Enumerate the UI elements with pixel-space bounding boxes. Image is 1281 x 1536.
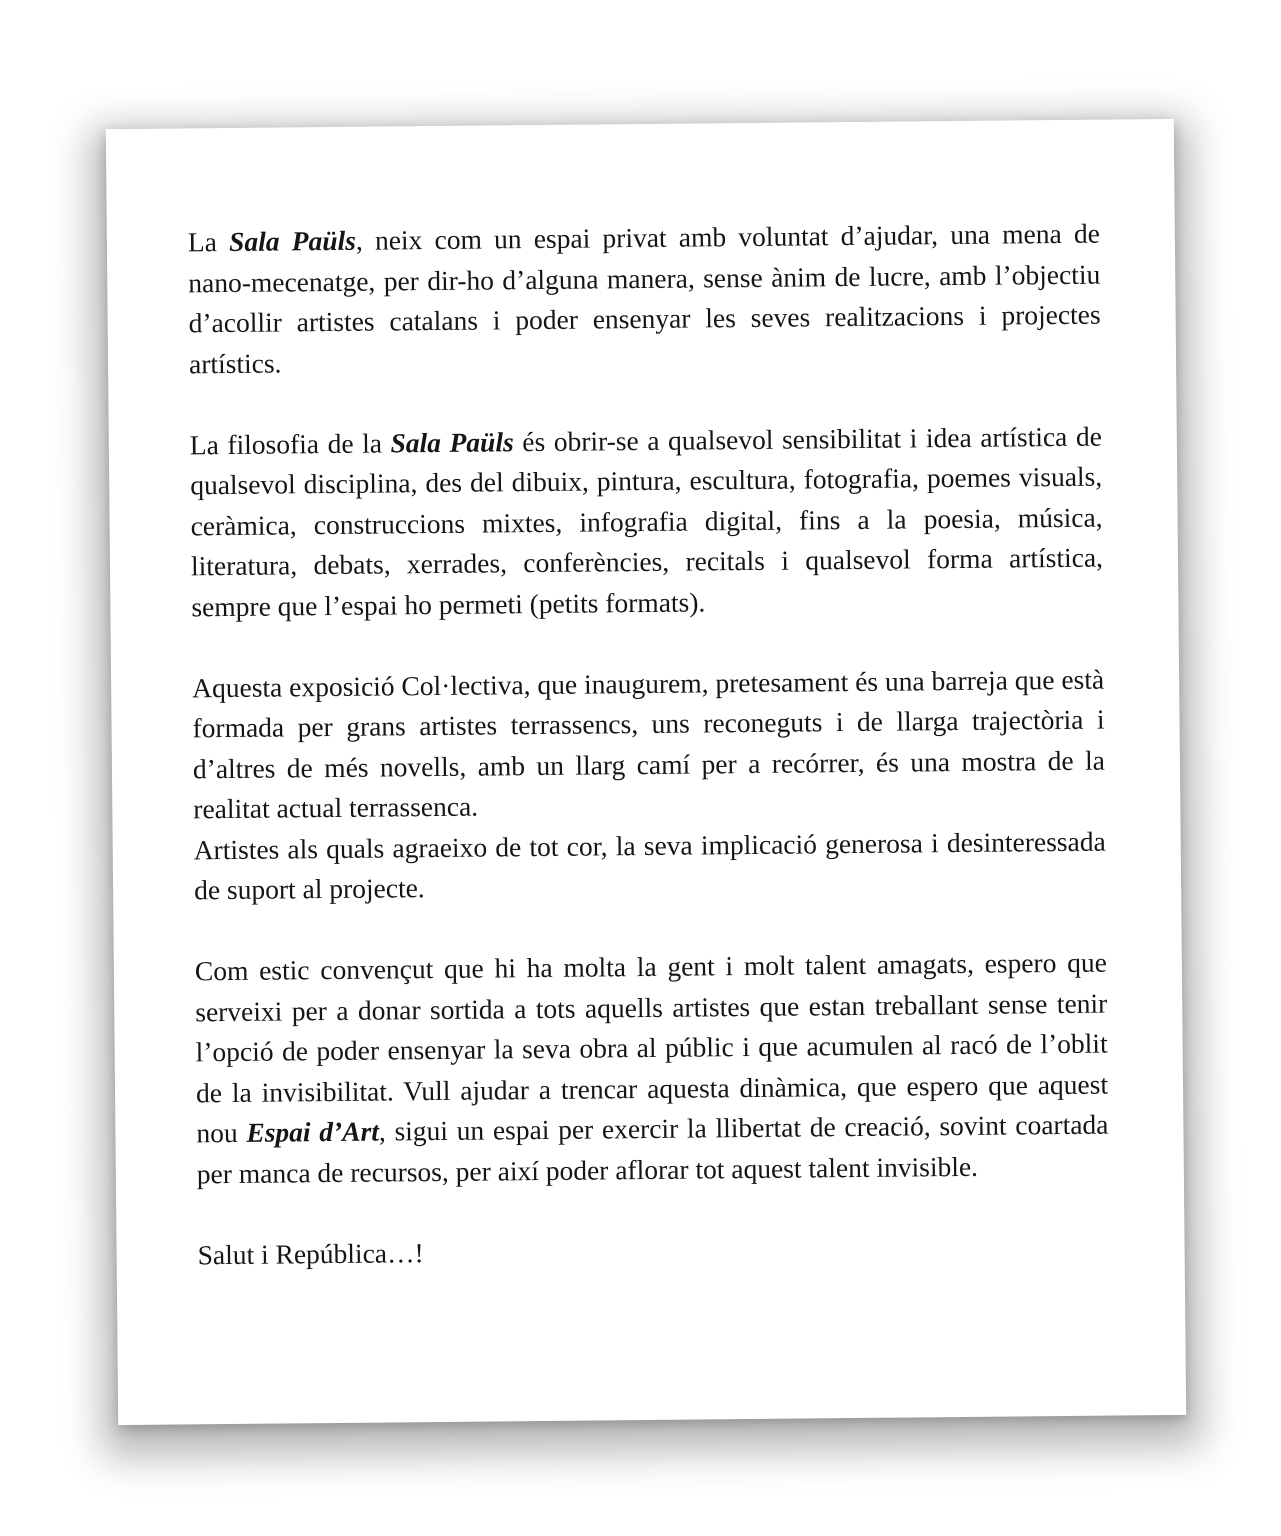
paragraph-intro bbox=[188, 214, 1102, 385]
text-segment: Aquesta exposició Col·lectiva, que inaugurem, pretesament és una barreja que està formada per grans artistes terrassencs, uns reconeguts i de llarga trajectòria i d’altres de més novells, amb un llarg camí per a recórrer, és una mostra de la realitat actual terrassenca. bbox=[192, 663, 1106, 825]
text-segment: Com estic convençut que hi ha molta la gent i molt talent amagats, espero que serveixi per a donar sortida a tots aquells artistes que estan treballant sense tenir l’opció de poder ensenyar la seva obra al públic i que acumulen al racó de l’oblit de la invisibilitat. Vull ajudar a trencar aquesta dinàmica, que espero que aquest nou bbox=[194, 946, 1109, 1149]
text-segment: La filosofia de la bbox=[189, 426, 391, 460]
venue-name-emphasis: Sala Paüls bbox=[228, 224, 357, 257]
text-segment: , sigui un espai per exercir la llibertat de creació, sovint coartada per manca de recursos, per així poder aflorar tot aquest talent invisible. bbox=[196, 1108, 1109, 1189]
letter-body bbox=[188, 214, 1110, 1276]
text-segment-continuation: Artistes als quals agraeixo de tot cor, la seva implicació generosa i desinteressada de suport al projecte. bbox=[193, 825, 1106, 906]
text-segment: és obrir-se a qualsevol sensibilitat i idea artística de qualsevol disciplina, des del dibuix, pintura, escultura, fotografia, poemes visuals, ceràmica, construccions mixtes, infografia digital, fins a la poesia, música, literatura, debats, xerrades, conferències, recitals i qualsevol forma artística, sempre que l’espai ho permeti (petits formats). bbox=[190, 420, 1104, 622]
closing-salutation: Salut i República…! bbox=[197, 1236, 424, 1270]
paragraph-talent bbox=[195, 943, 1109, 1195]
space-name-emphasis: Espai d’Art bbox=[246, 1115, 380, 1148]
paragraph-exhibition bbox=[192, 659, 1106, 911]
text-segment: La bbox=[187, 225, 230, 258]
text-segment: , neix com un espai privat amb voluntat d’ajudar, una mena de nano-mecenatge, per dir-ho d’alguna manera, sense ànim de lucre, amb l’objectiu d’acollir artistes catalans i poder ensenyar les seves realitzacions i projectes artístics. bbox=[188, 217, 1101, 379]
paper-sheet bbox=[106, 119, 1186, 1425]
paragraph-philosophy bbox=[190, 416, 1104, 627]
venue-name-emphasis: Sala Paüls bbox=[390, 425, 514, 458]
